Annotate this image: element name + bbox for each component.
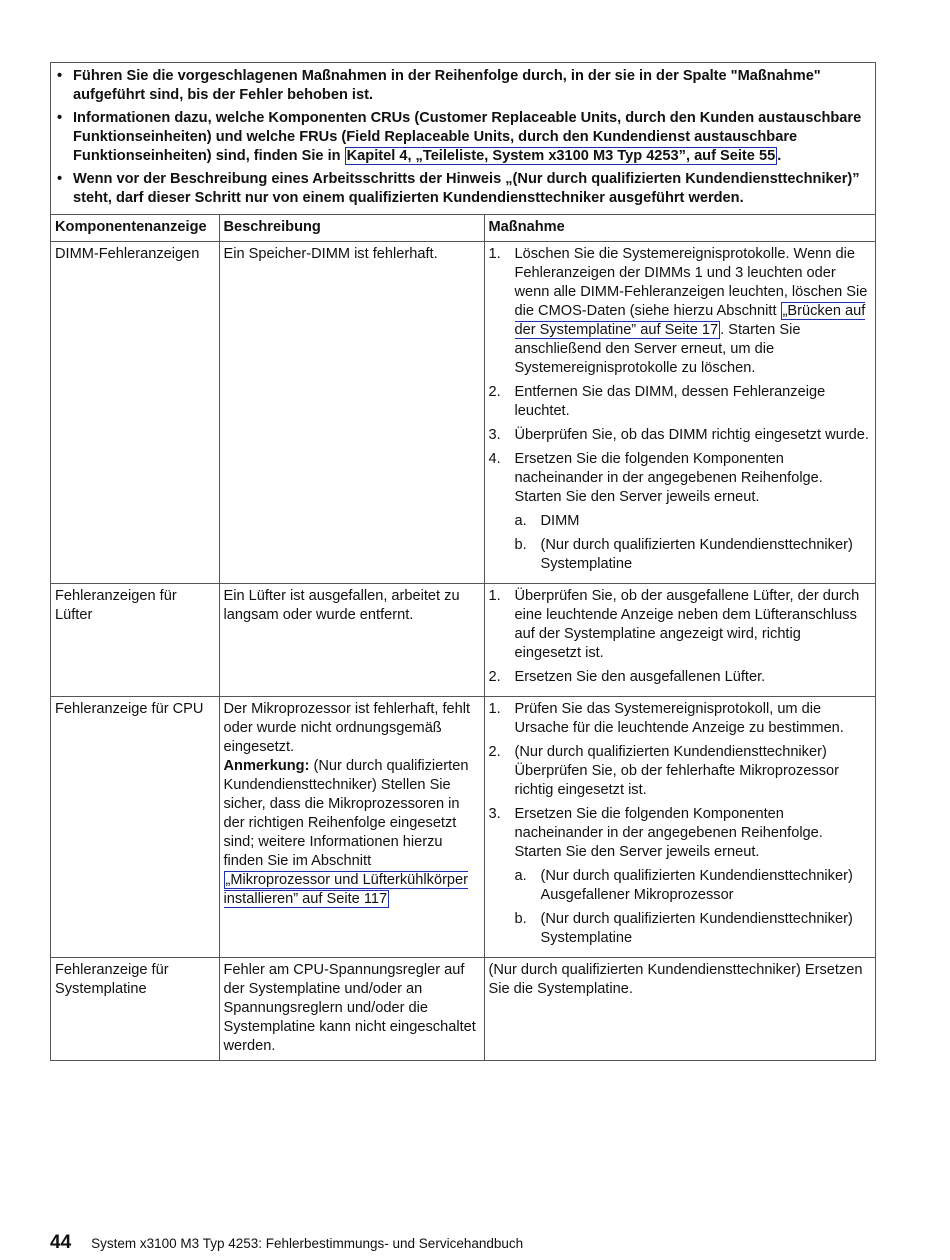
notes-list — [51, 63, 875, 214]
action-step: 4. Ersetzen Sie die folgenden Komponenten nacheinander in der angegebenen Reihenfolge. Starten Sie den Server jeweils erneut. a. DIMM b. (Nur durch qualifizierten Kundendiensttechniker) Systemplatine — [489, 450, 872, 574]
note-text: Informationen dazu, welche Komponenten CRUs (Customer Replaceable Units, durch den Kunden austauschbare Funktionseinheiten) und welche FRUs (Field Replaceable Units, durch den Kundendienst austauschbare Funktionseinheiten) sind, finden Sie in Kapitel 4, „Teileliste, System x3100 M3 Typ 4253”, auf Seite 55 . — [73, 110, 862, 164]
component-cell: DIMM-Fehleranzeigen — [51, 242, 219, 584]
component-cell: Fehleranzeige für CPU — [51, 697, 219, 958]
table-row — [51, 584, 875, 697]
action-cell — [484, 697, 875, 958]
table-row — [51, 242, 875, 584]
bullet: • — [57, 68, 63, 84]
sub-step: a. DIMM — [514, 513, 580, 529]
sub-step: b. (Nur durch qualifizierten Kundendiensttechniker) Systemplatine — [514, 537, 853, 572]
table-header-row — [51, 215, 875, 242]
chapter-4-link[interactable]: Kapitel 4, „Teileliste, System x3100 M3 Typ 4253”, auf Seite 55 — [346, 148, 776, 164]
action-step: 3. Ersetzen Sie die folgenden Komponenten nacheinander in der angegebenen Reihenfolge. Starten Sie den Server jeweils erneut. a. (Nur durch qualifizierten Kundendiensttechniker) Ausgefallener Mikroprozessor b. (Nur durch qualifizierten Kundendiensttechniker) Systemplatine — [489, 805, 872, 948]
description-cell: Fehler am CPU-Spannungsregler auf der Systemplatine und/oder an Spannungsreglern und/oder die Systemplatine kann nicht eingeschaltet werden. — [219, 958, 484, 1061]
table-row — [51, 958, 875, 1061]
note-text: Führen Sie die vorgeschlagenen Maßnahmen in der Reihenfolge durch, in der sie in der Spalte "Maßnahme" aufgeführt sind, bis der Fehler behoben ist. — [73, 68, 821, 103]
microprocessor-section-link[interactable]: „Mikroprozessor und Lüfterkühlkörper installieren” auf Seite 117 — [223, 872, 469, 907]
bullet: • — [57, 110, 63, 126]
footer-title: System x3100 M3 Typ 4253: Fehlerbestimmungs- und Servicehandbuch — [91, 1236, 524, 1251]
column-header: Maßnahme — [484, 215, 875, 242]
note-item — [57, 109, 871, 166]
action-cell: (Nur durch qualifizierten Kundendiensttechniker) Ersetzen Sie die Systemplatine. — [484, 958, 875, 1061]
jumper-section-link[interactable]: „Brücken auf der Systemplatine” auf Seite 17 — [514, 303, 866, 338]
bullet: • — [57, 171, 63, 187]
sub-step: b. (Nur durch qualifizierten Kundendiensttechniker) Systemplatine — [514, 911, 853, 946]
indicator-table — [51, 214, 875, 1060]
action-step: 2. Ersetzen Sie den ausgefallenen Lüfter. — [488, 669, 766, 685]
column-header: Komponentenanzeige — [51, 215, 219, 242]
note-label: Anmerkung: — [223, 758, 310, 774]
action-cell — [484, 584, 875, 697]
component-cell: Fehleranzeige für Systemplatine — [51, 958, 219, 1061]
action-step: 2. (Nur durch qualifizierten Kundendiensttechniker) Überprüfen Sie, ob der fehlerhafte Mikroprozessor richtig eingesetzt ist. — [488, 744, 839, 798]
column-header: Beschreibung — [219, 215, 484, 242]
page-footer — [50, 1233, 523, 1253]
note-text: Wenn vor der Beschreibung eines Arbeitsschritts der Hinweis „(Nur durch qualifizierten Kundendiensttechniker)” steht, darf dieser Schritt nur von einem qualifizierten Kundendiensttechniker ausgeführt werden. — [73, 171, 860, 206]
sub-step: a. (Nur durch qualifizierten Kundendiensttechniker) Ausgefallener Mikroprozessor — [514, 868, 853, 903]
description-cell: Der Mikroprozessor ist fehlerhaft, fehlt oder wurde nicht ordnungsgemäß eingesetzt. Anmerkung: (Nur durch qualifizierten Kundendiensttechniker) Stellen Sie sicher, dass die Mikroprozessoren in der richtigen Reihenfolge eingesetzt sind; weitere Informationen hierzu finden Sie im Abschnitt „Mikroprozessor und Lüfterkühlkörper installieren” auf Seite 117 — [219, 697, 484, 958]
action-step: 2. Entfernen Sie das DIMM, dessen Fehleranzeige leuchtet. — [488, 384, 826, 419]
action-step: 1. Löschen Sie die Systemereignisprotokolle. Wenn die Fehleranzeigen der DIMMs 1 und 3 leuchten oder wenn alle DIMM-Fehleranzeigen leuchten, löschen Sie die CMOS-Daten (siehe hierzu Abschnitt „Brücken auf der Systemplatine” auf Seite 17 . Starten Sie anschließend den Server erneut, um die Systemereignisprotokolle zu löschen. — [488, 246, 868, 376]
action-step: 3. Überprüfen Sie, ob das DIMM richtig eingesetzt wurde. — [488, 427, 869, 443]
page-number: 44 — [50, 1232, 72, 1253]
description-cell: Ein Speicher-DIMM ist fehlerhaft. — [219, 242, 484, 584]
table-row — [51, 697, 875, 958]
action-step: 1. Prüfen Sie das Systemereignisprotokoll, um die Ursache für die leuchtende Anzeige zu bestimmen. — [488, 701, 844, 736]
description-cell: Ein Lüfter ist ausgefallen, arbeitet zu langsam oder wurde entfernt. — [219, 584, 484, 697]
action-cell — [484, 242, 875, 584]
note-item — [57, 170, 871, 208]
action-step: 1. Überprüfen Sie, ob der ausgefallene Lüfter, der durch eine leuchtende Anzeige neben dem Lüfteranschluss auf der Systemplatine angezeigt wird, richtig eingesetzt ist. — [488, 588, 860, 661]
component-cell: Fehleranzeigen für Lüfter — [51, 584, 219, 697]
content-frame — [50, 62, 876, 1061]
note-item — [57, 67, 871, 105]
